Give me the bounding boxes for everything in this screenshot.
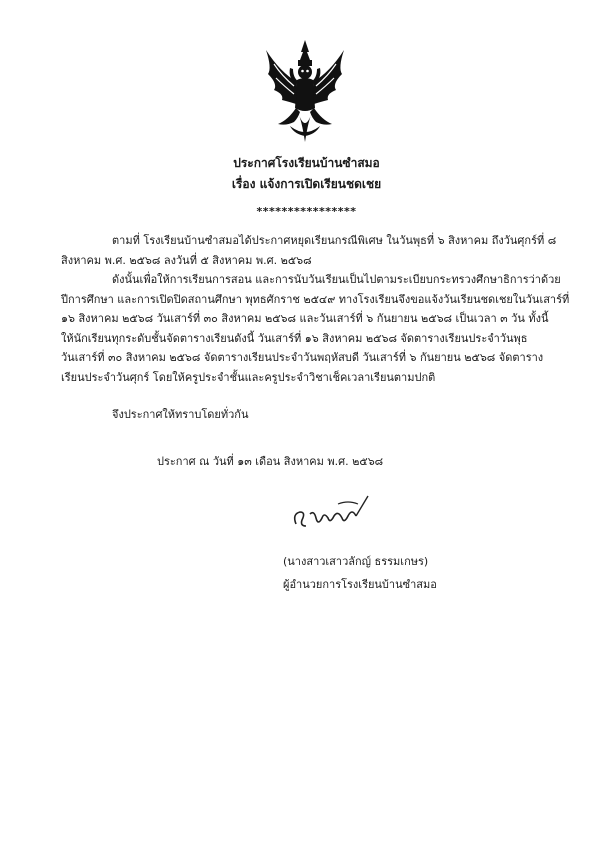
signature-image [288, 488, 378, 536]
paragraph-2-line: ให้นักเรียนทุกระดับชั้นจัดตารางเรียนดังนี้ วันเสาร์ที่ ๑๖ สิงหาคม ๒๕๖๘ จัดตารางเรียนประจำวันพุธ [61, 331, 528, 345]
garuda-emblem-icon [260, 38, 350, 148]
announcement-title: ประกาศโรงเรียนบ้านซำสมอ [233, 156, 380, 170]
paragraph-2-line: วันเสาร์ที่ ๓๐ สิงหาคม ๒๕๖๘ จัดตารางเรียนประจำวันพฤหัสบดี วันเสาร์ที่ ๖ กันยายน ๒๕๖๘ จัดตาราง [61, 351, 544, 365]
paragraph-2-line: ดังนั้นเพื่อให้การเรียนการสอน และการนับวันเรียนเป็นไปตามระเบียบกระทรวงศึกษาธิการว่าด้วย [112, 273, 561, 286]
paragraph-2-line: ๑๖ สิงหาคม ๒๕๖๘ วันเสาร์ที่ ๓๐ สิงหาคม ๒๕๖๘ และวันเสาร์ที่ ๖ กันยายน ๒๕๖๘ เป็นเวลา ๓ วัน ทั้งนี้ [61, 312, 549, 326]
body-paragraph-2 [61, 270, 570, 388]
paragraph-1-line: ตามที่ โรงเรียนบ้านซำสมอได้ประกาศหยุดเรียนกรณีพิเศษ ในวันพุธที่ ๖ สิงหาคม ถึงวันศุกร์ที่ ๘ [112, 234, 557, 247]
paragraph-2-line: เรียนประจำวันศุกร์ โดยให้ครูประจำชั้นและครูประจำวิชาเช็คเวลาเรียนตามปกติ [61, 370, 436, 384]
announcement-subject: เรื่อง แจ้งการเปิดเรียนชดเชย [231, 177, 382, 191]
body-paragraph-1 [61, 231, 557, 270]
signer-title: ผู้อำนวยการโรงเรียนบ้านซำสมอ [283, 578, 437, 591]
paragraph-2-line: ปีการศึกษา และการเปิดปิดสถานศึกษา พุทธศักราช ๒๕๔๙ ทางโรงเรียนจึงขอแจ้งวันเรียนชดเชยในวันเสาร์ที่ [61, 292, 570, 306]
announcement-date: ประกาศ ณ วันที่ ๑๓ เดือน สิงหาคม พ.ศ. ๒๕๖๘ [157, 455, 384, 468]
signer-name: (นางสาวเสาวลักญ์ ธรรมเกษร) [283, 555, 429, 568]
separator-stars: **************** [256, 205, 357, 218]
closing-statement: จึงประกาศให้ทราบโดยทั่วกัน [112, 408, 249, 421]
paragraph-1-line: สิงหาคม พ.ศ. ๒๕๖๘ ลงวันที่ ๕ สิงหาคม พ.ศ. ๒๕๖๘ [61, 253, 312, 267]
